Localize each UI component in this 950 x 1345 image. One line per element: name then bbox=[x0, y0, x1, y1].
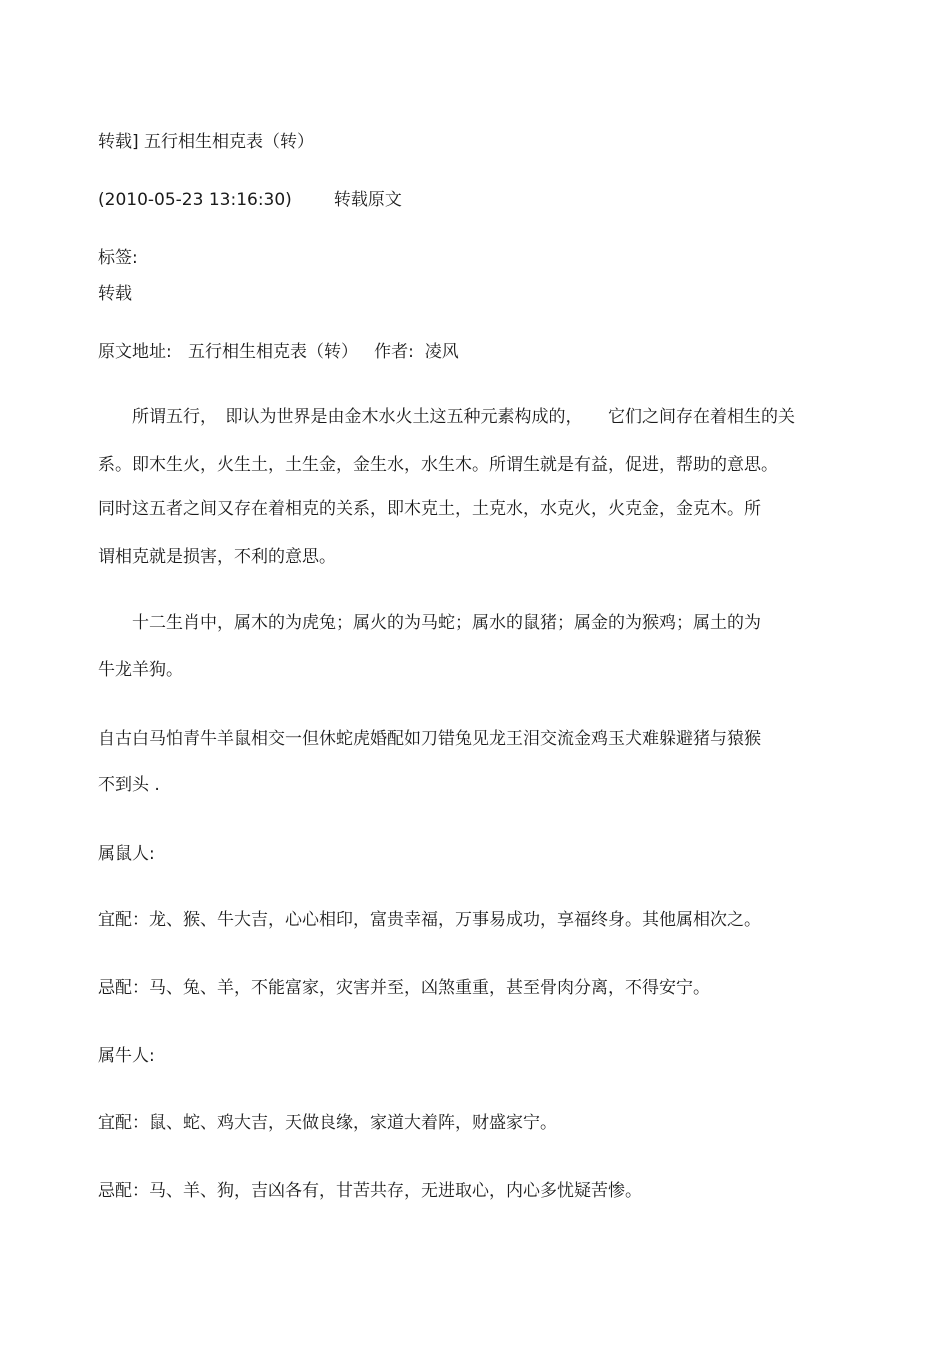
paragraph-line: 所谓五行， 即认为世界是由金木水火土这五种元素构成的， 它们之间存在着相生的关 bbox=[98, 407, 795, 427]
good-match-text: 宜配：鼠、蛇、鸡大吉，天做良缘，家道大着阵，财盛家宁。 bbox=[98, 1113, 557, 1133]
paragraph-line: 不到头 . bbox=[98, 775, 160, 795]
paragraph-line: 系。即木生火，火生土，土生金，金生水，水生木。所谓生就是有益，促进，帮助的意思。 bbox=[98, 455, 778, 475]
section-heading: 属鼠人: bbox=[98, 844, 155, 864]
post-meta bbox=[98, 189, 402, 211]
bad-match-text: 忌配：马、羊、狗，吉凶各有，甘苦共存，无进取心，内心多忧疑苦惨。 bbox=[98, 1181, 642, 1201]
tag-repost[interactable]: 转载 bbox=[98, 284, 132, 304]
post-title: 转载] 五行相生相克表（转） bbox=[98, 132, 315, 152]
source-line bbox=[98, 341, 459, 363]
post-date: (2010-05-23 13:16:30) bbox=[98, 190, 292, 210]
source-title-link[interactable]: 五行相生相克表（转） bbox=[187, 342, 358, 362]
paragraph-line: 十二生肖中，属木的为虎兔；属火的为马蛇；属水的鼠猪；属金的为猴鸡；属土的为 bbox=[98, 613, 761, 633]
author-link[interactable]: 凌风 bbox=[424, 342, 459, 362]
paragraph-line: 同时这五者之间又存在着相克的关系，即木克土，土克水，水克火，火克金，金克木。所 bbox=[98, 499, 761, 519]
paragraph-line: 牛龙羊狗。 bbox=[98, 660, 183, 680]
source-label: 原文地址: bbox=[98, 342, 172, 362]
section-heading: 属牛人: bbox=[98, 1046, 155, 1066]
paragraph-line: 自古白马怕青牛羊鼠相交一但休蛇虎婚配如刀错兔见龙王泪交流金鸡玉犬难躲避猪与猿猴 bbox=[98, 729, 761, 749]
repost-original-link[interactable]: 转载原文 bbox=[333, 190, 402, 210]
tags-label: 标签: bbox=[98, 248, 138, 268]
author-label: 作者: bbox=[374, 342, 414, 362]
bad-match-text: 忌配：马、兔、羊，不能富家，灾害并至，凶煞重重，甚至骨肉分离，不得安宁。 bbox=[98, 978, 710, 998]
good-match-text: 宜配：龙、猴、牛大吉，心心相印，富贵幸福，万事易成功，享福终身。其他属相次之。 bbox=[98, 910, 761, 930]
paragraph-line: 谓相克就是损害，不利的意思。 bbox=[98, 547, 336, 567]
